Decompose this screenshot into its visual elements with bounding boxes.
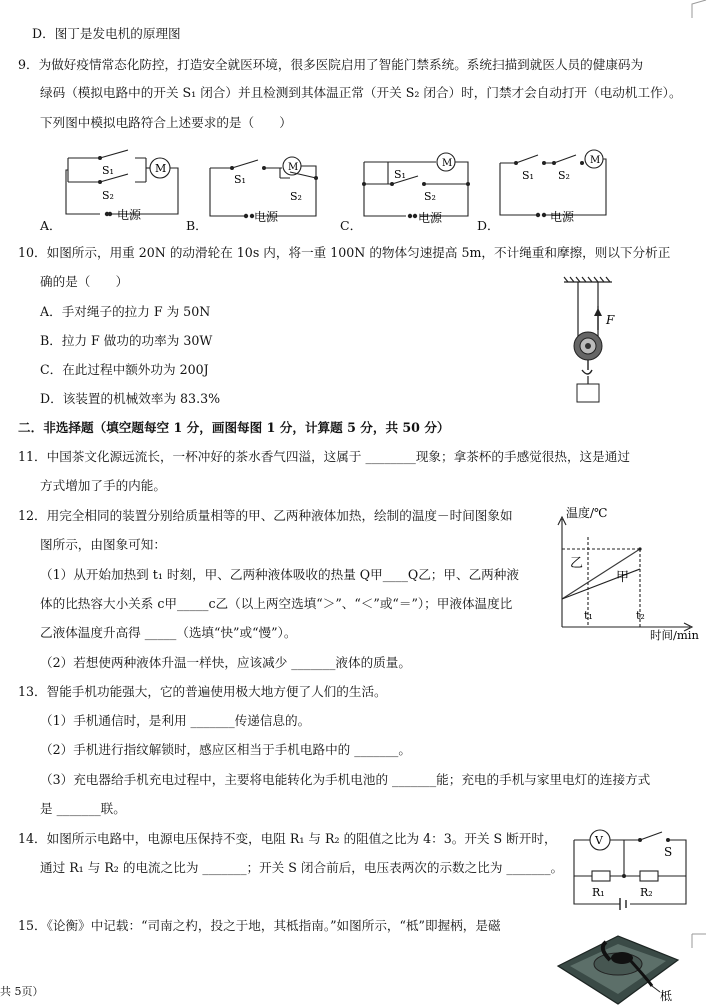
page-footer: 共 5页）: [0, 985, 44, 998]
q10-option-c: C．在此过程中额外功为 200J: [40, 362, 209, 377]
option-d-label: D．: [477, 218, 500, 233]
q10-option-b: B．拉力 F 做功的功率为 30W: [40, 333, 213, 348]
q10-line1: 10．如图所示，用重 20N 的动滑轮在 10s 内，将一重 100N 的物体匀速提高 5m，不计绳重和摩擦，则以下分析正: [18, 245, 671, 260]
source-label: 电源: [117, 208, 142, 222]
circuit-diagram-b: [206, 150, 326, 225]
motor-label: M: [590, 155, 601, 166]
q13-line5: 是 _______联。: [40, 801, 126, 816]
q12-line3: （1）从开始加热到 t₁ 时刻，甲、乙两种液体吸收的热量 Q甲____Q乙；甲、乙两种液: [40, 567, 519, 582]
page-corner-mark: [690, 0, 710, 20]
q12-line2: 图所示，由图象可知：: [40, 537, 166, 552]
force-label: F: [606, 313, 615, 327]
s1-label: S₁: [234, 173, 246, 186]
option-c-label: C．: [340, 218, 363, 233]
x-axis-label: 时间/min: [650, 628, 699, 642]
temperature-time-graph: [540, 505, 710, 640]
q11-line2: 方式增加了手的内能。: [40, 478, 166, 493]
s2-label: S₂: [558, 169, 570, 182]
r1-label: R₁: [592, 886, 605, 899]
r2-label: R₂: [640, 886, 653, 899]
q12-line4: 体的比热容大小关系 c甲_____c乙（以上两空选填“＞”、“＜”或“＝”）；甲液体温度比: [40, 596, 513, 611]
q13-line2: （1）手机通信时，是利用 _______传递信息的。: [40, 713, 311, 728]
s1-label: S₁: [522, 169, 534, 182]
circuit-diagram-c: [358, 148, 488, 226]
s1-label: S₁: [394, 168, 406, 181]
pulley-diagram: [560, 276, 640, 406]
s2-label: S₂: [290, 190, 302, 203]
q14-line1: 14．如图所示电路中，电源电压保持不变，电阻 R₁ 与 R₂ 的阻值之比为 4：3。开关 S 断开时，: [18, 831, 557, 846]
q9-line2: 绿码（模拟电路中的开关 S₁ 闭合）并且检测到其体温正常（开关 S₂ 闭合）时，门禁才会自动打开（电动机工作）。: [40, 85, 682, 100]
q13-line4: （3）充电器给手机充电过程中，主要将电能转化为手机电池的 _______能；充电的手机与家里电灯的连接方式: [40, 772, 651, 787]
s2-label: S₂: [102, 189, 114, 202]
q10-line2: 确的是（ ）: [40, 274, 129, 289]
handle-label: 柢: [660, 989, 673, 1003]
t1-label: t₁: [584, 609, 593, 622]
voltmeter-label: V: [595, 834, 603, 847]
motor-label: M: [155, 162, 167, 175]
s2-label: S₂: [424, 190, 436, 203]
source-label: 电源: [550, 210, 575, 224]
q9-line1: 9．为做好疫情常态化防控，打造安全就医环境，很多医院启用了智能门禁系统。系统扫描到就医人员的健康码为: [18, 57, 644, 72]
q8-option-d: D．图丁是发电机的原理图: [32, 26, 181, 41]
q12-line1: 12．用完全相同的装置分别给质量相等的甲、乙两种液体加热，绘制的温度－时间图象如: [18, 508, 513, 523]
q14-circuit-diagram: [568, 826, 698, 916]
switch-s-label: S: [664, 845, 673, 859]
section-heading: 二．非选择题（填空题每空 1 分，画图每图 1 分，计算题 5 分，共 50 分）: [18, 420, 450, 435]
y-axis-label: 温度/℃: [566, 506, 608, 520]
q9-line3: 下列图中模拟电路符合上述要求的是（ ）: [40, 115, 292, 130]
q15-line1: 15．《论衡》中记载：“司南之杓，投之于地，其柢指南。”如图所示，“柢”即握柄，是磁: [18, 918, 501, 933]
q13-line3: （2）手机进行指纹解锁时，感应区相当于手机电路中的 _______。: [40, 742, 411, 757]
circuit-diagram-a: [50, 140, 190, 225]
page-corner-mark: [690, 932, 710, 952]
s1-label: S₁: [102, 164, 114, 177]
sinan-compass-image: [548, 920, 688, 1006]
q10-option-d: D．该装置的机械效率为 83.3%: [40, 391, 221, 406]
q12-line6: （2）若想使两种液体升温一样快，应该减少 _______液体的质量。: [40, 655, 411, 670]
q11-line1: 11．中国茶文化源远流长，一杯冲好的茶水香气四溢，这属于 ________现象；拿茶杯的手感觉很热，这是通过: [18, 449, 630, 464]
q13-line1: 13．智能手机功能强大，它的普遍使用极大地方便了人们的生活。: [18, 684, 387, 699]
source-label: 电源: [254, 210, 279, 224]
motor-label: M: [442, 158, 453, 169]
source-label: 电源: [418, 211, 443, 225]
q10-option-a: A．手对绳子的拉力 F 为 50N: [40, 304, 211, 319]
circuit-diagram-d: [494, 145, 622, 225]
liquid-yi-label: 乙: [570, 556, 584, 571]
option-b-label: B．: [186, 218, 208, 233]
option-a-label: A．: [40, 218, 62, 233]
t2-label: t₂: [636, 609, 645, 622]
q12-line5: 乙液体温度升高得 _____（选填“快”或“慢”）。: [40, 625, 297, 640]
q14-line2: 通过 R₁ 与 R₂ 的电流之比为 _______；开关 S 闭合前后，电压表两次的示数之比为 _______。: [40, 860, 564, 875]
motor-label: M: [288, 162, 299, 173]
liquid-jia-label: 甲: [616, 570, 630, 585]
